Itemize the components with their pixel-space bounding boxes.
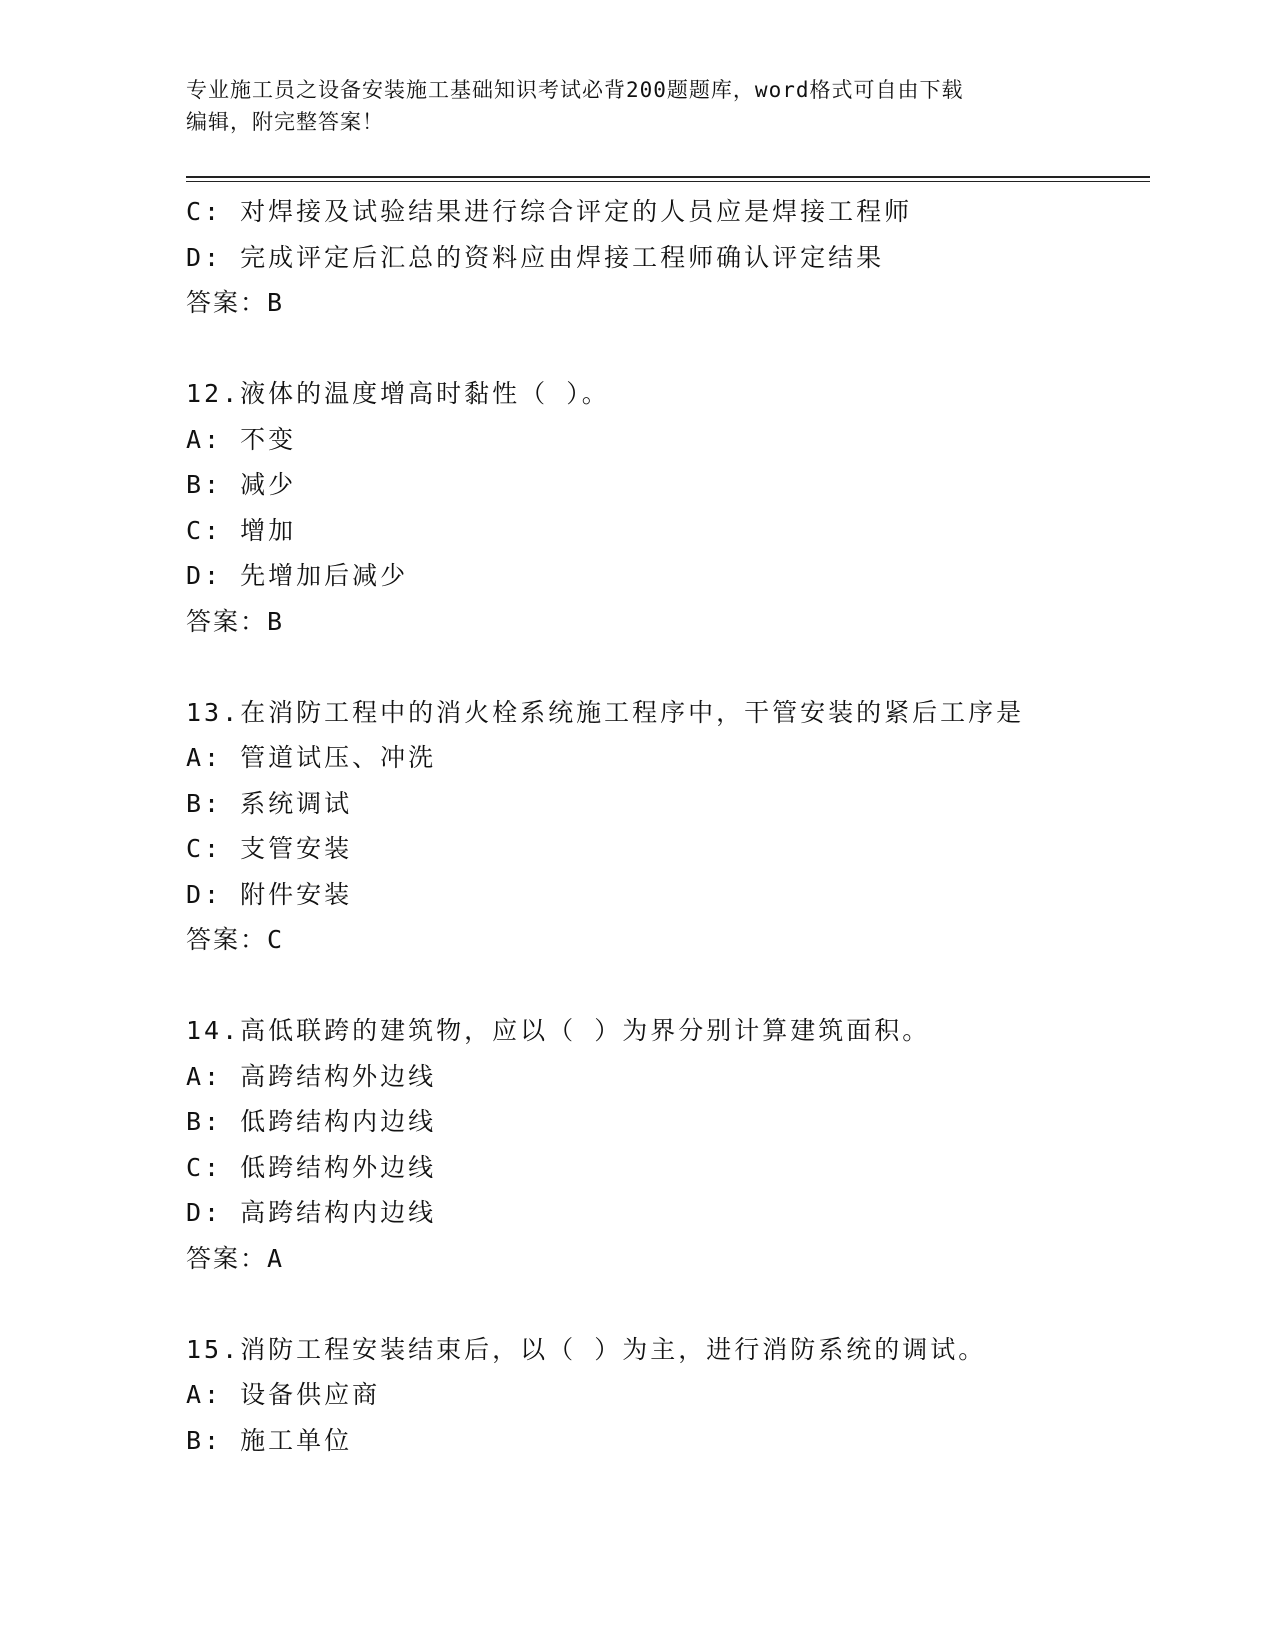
answer-line: 答案：B bbox=[186, 606, 285, 636]
question-14 bbox=[186, 1008, 1146, 1281]
document-header bbox=[186, 74, 1066, 138]
option-c: C: 对焊接及试验结果进行综合评定的人员应是焊接工程师 bbox=[186, 197, 913, 226]
option-c: C: 支管安装 bbox=[186, 834, 353, 863]
question-stem: 14.高低联跨的建筑物，应以（ ）为界分别计算建筑面积。 bbox=[186, 1016, 931, 1045]
option-c: C: 增加 bbox=[186, 515, 297, 545]
answer-line: 答案：B bbox=[186, 288, 285, 317]
option-b: B: 减少 bbox=[186, 470, 297, 499]
question-stem: 13.在消防工程中的消火栓系统施工程序中，干管安装的紧后工序是 bbox=[186, 697, 1025, 727]
header-title-line-1: 专业施工员之设备安装施工基础知识考试必背200题题库，word格式可自由下载 bbox=[186, 78, 964, 102]
option-c: C: 低跨结构外边线 bbox=[186, 1152, 437, 1182]
question-stem: 15.消防工程安装结束后，以（ ）为主，进行消防系统的调试。 bbox=[186, 1334, 987, 1364]
header-divider bbox=[186, 176, 1150, 178]
question-12 bbox=[186, 371, 1146, 644]
answer-line: 答案：C bbox=[186, 925, 285, 954]
question-list bbox=[186, 189, 1146, 1463]
answer-line: 答案：A bbox=[186, 1243, 285, 1273]
option-d: D: 先增加后减少 bbox=[186, 561, 409, 590]
option-d: D: 完成评定后汇总的资料应由焊接工程师确认评定结果 bbox=[186, 242, 885, 272]
option-a: A: 管道试压、冲洗 bbox=[186, 743, 437, 772]
option-a: A: 高跨结构外边线 bbox=[186, 1061, 437, 1091]
option-b: B: 施工单位 bbox=[186, 1425, 353, 1455]
question-stem: 12.液体的温度增高时黏性（ ）。 bbox=[186, 379, 610, 408]
header-title-line-2: 编辑，附完整答案！ bbox=[186, 110, 384, 134]
question-11-continuation bbox=[186, 189, 1146, 326]
option-d: D: 高跨结构内边线 bbox=[186, 1198, 437, 1227]
option-a: A: 设备供应商 bbox=[186, 1380, 381, 1409]
question-13 bbox=[186, 690, 1146, 963]
option-b: B: 系统调试 bbox=[186, 788, 353, 818]
option-b: B: 低跨结构内边线 bbox=[186, 1107, 437, 1136]
question-15 bbox=[186, 1327, 1146, 1464]
option-d: D: 附件安装 bbox=[186, 879, 353, 909]
header-divider-thin bbox=[186, 181, 1150, 182]
option-a: A: 不变 bbox=[186, 424, 297, 454]
